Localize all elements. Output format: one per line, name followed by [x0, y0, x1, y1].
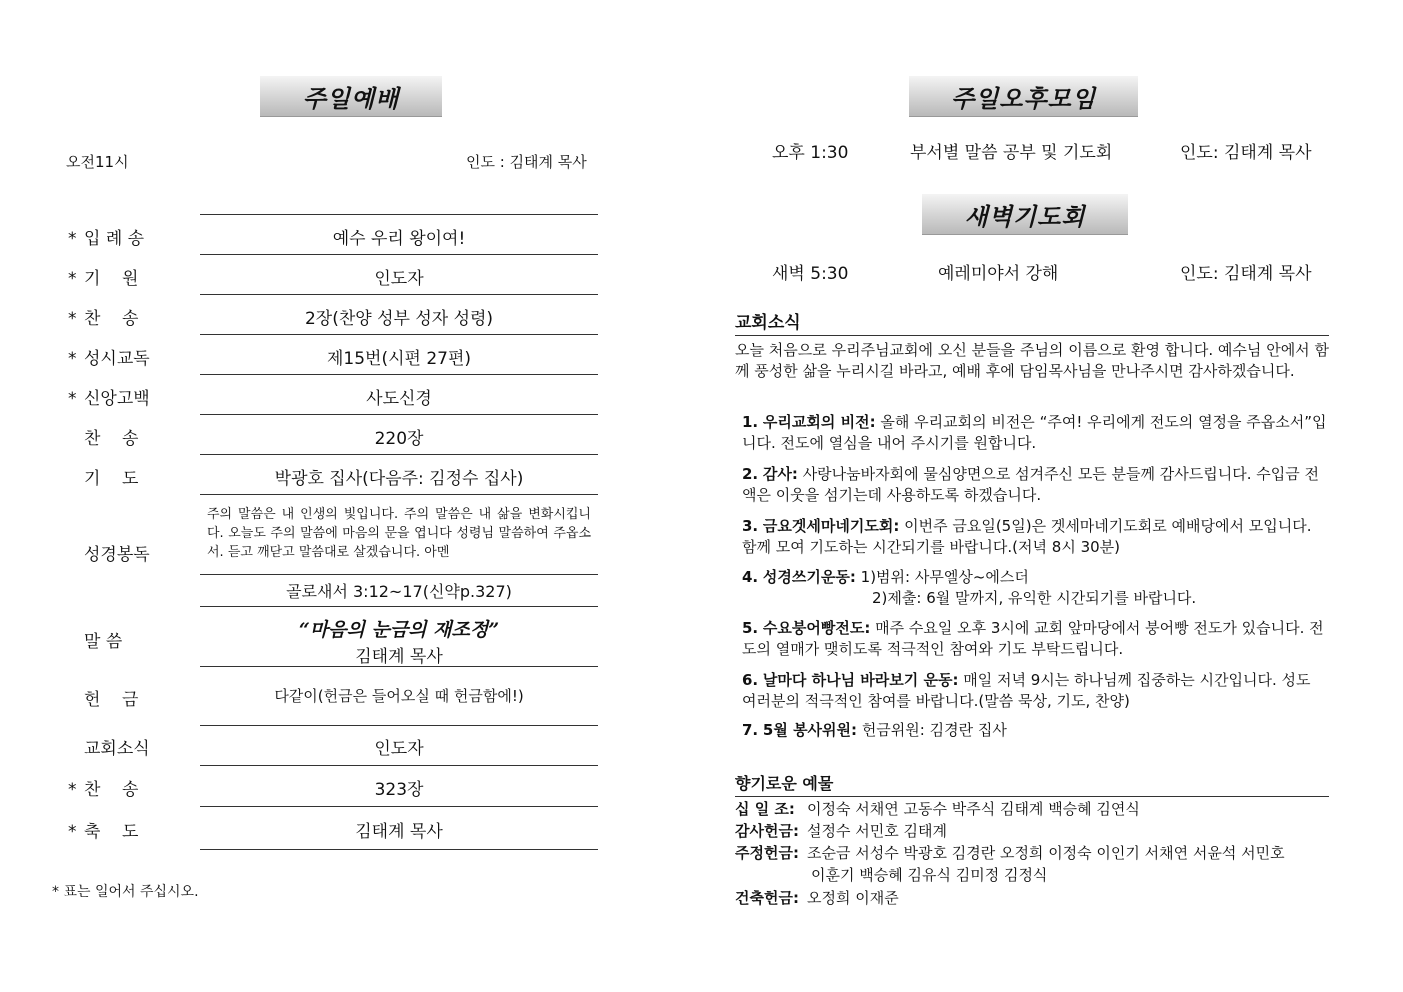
order-value: 제15번(시편 27편) — [326, 349, 472, 369]
table-rule — [200, 294, 598, 295]
standing-star: * — [68, 309, 77, 329]
table-rule — [200, 254, 598, 255]
table-rule — [200, 214, 598, 215]
table-rule — [200, 574, 598, 575]
order-label — [68, 304, 138, 329]
news-item — [742, 618, 1329, 660]
news-number: 1. — [742, 413, 759, 431]
order-label — [68, 685, 138, 710]
news-heading: 날마다 하나님 바라보기 운동: — [762, 671, 959, 689]
standing-star: * — [68, 229, 77, 249]
order-label — [68, 817, 138, 842]
scripture-reference: 골로새서 3:12~17(신약p.327) — [286, 582, 512, 601]
afternoon-desc: 부서별 말씀 공부 및 기도회 — [910, 143, 1113, 163]
order-label-text: 기 원 — [84, 269, 139, 289]
news-number: 5. — [742, 619, 759, 637]
news-heading: 금요겟세마네기도회: — [762, 517, 900, 535]
offering-row — [735, 842, 1285, 886]
news-heading: 5월 봉사위원: — [762, 721, 858, 739]
news-text: 이번주 금요일(5일)은 겟세마네기도회로 예배당에서 모입니다. 함께 모여 기도하는 시간되기를 바랍니다.(저녁 8시 30분) — [742, 517, 1312, 556]
afternoon-banner: 주일오후모임 — [909, 76, 1138, 117]
order-value: 김태계 목사 — [355, 821, 443, 842]
worship-time: 오전11시 — [66, 153, 129, 171]
news-item — [742, 720, 1329, 741]
news-number: 4. — [742, 568, 759, 586]
news-text: 매일 저녁 9시는 하나님께 집중하는 시간입니다. 성도 여러분의 적극적인 참여를 바랍니다.(말씀 묵상, 기도, 찬양) — [742, 671, 1311, 710]
standing-star: * — [68, 821, 77, 842]
offering-label: 십 일 조: — [735, 800, 795, 818]
order-label-text: 찬 송 — [84, 779, 139, 800]
news-text: 1)범위: 사무엘상~에스더 — [860, 568, 1029, 586]
news-item — [742, 464, 1329, 506]
dawn-desc: 예레미야서 강해 — [938, 264, 1059, 284]
sermon-label: 말 씀 — [84, 632, 123, 652]
order-value: 323장 — [374, 779, 424, 800]
table-rule — [200, 454, 598, 455]
order-label-text: 성시교독 — [84, 349, 150, 369]
order-value: 인도자 — [374, 269, 424, 289]
offering-names-line2: 이훈기 백승혜 김유식 김미정 김정식 — [811, 866, 1048, 884]
offering-names: 설정수 서민호 김태계 — [807, 822, 947, 840]
order-value: 220장 — [374, 429, 424, 449]
news-text: 헌금위원: 김경란 집사 — [861, 721, 1007, 739]
standing-star: * — [68, 269, 77, 289]
offering-names: 오정희 이재준 — [807, 889, 899, 907]
news-number: 6. — [742, 671, 759, 689]
offering-row — [735, 798, 1140, 820]
offering-names: 조순금 서성수 박광호 김경란 오정희 이정숙 이인기 서채연 서윤석 서민호 — [807, 844, 1285, 862]
news-text-line2: 2)제출: 6월 말까지, 유익한 시간되기를 바랍니다. — [872, 589, 1197, 607]
news-item — [742, 567, 1329, 609]
order-label-text: 기 도 — [84, 469, 139, 489]
news-text: 매주 수요일 오후 3시에 교회 앞마당에서 붕어빵 전도가 있습니다. 전도의 열매가 맺히도록 적극적인 참여와 기도 부탁드립니다. — [742, 619, 1324, 658]
table-rule — [200, 725, 598, 726]
table-rule — [200, 849, 598, 850]
table-rule — [200, 606, 598, 607]
news-text: 올해 우리교회의 비전은 “주여! 우리에게 전도의 열정을 주옵소서”입니다. 전도에 열심을 내어 주시기를 원합니다. — [742, 413, 1327, 452]
order-label-text: 신앙고백 — [84, 389, 150, 409]
news-item — [742, 516, 1329, 558]
order-label-text: 헌 금 — [84, 689, 139, 710]
sermon-title: “마음의 눈금의 재조정” — [298, 619, 500, 641]
order-value: 예수 우리 왕이여! — [332, 229, 466, 249]
offering-row — [735, 887, 899, 909]
order-label — [68, 464, 138, 489]
order-value: 사도신경 — [366, 389, 432, 409]
news-title: 교회소식 — [735, 308, 1329, 336]
news-item — [742, 412, 1329, 454]
order-label-text: 입 례 송 — [84, 229, 145, 249]
offering-title: 향기로운 예물 — [735, 771, 1329, 797]
news-item — [742, 670, 1329, 712]
news-number: 2. — [742, 465, 759, 483]
order-value: 인도자 — [374, 739, 424, 759]
order-label — [68, 775, 138, 800]
news-number: 3. — [742, 517, 759, 535]
table-rule — [200, 414, 598, 415]
afternoon-time: 오후 1:30 — [772, 143, 849, 163]
scripture-label: 성경봉독 — [84, 545, 150, 565]
order-label-text: 교회소식 — [84, 739, 150, 759]
news-heading: 성경쓰기운동: — [762, 568, 856, 586]
table-rule — [200, 806, 598, 807]
order-label — [68, 344, 150, 369]
standing-footnote: * 표는 일어서 주십시오. — [52, 884, 199, 900]
table-rule — [200, 334, 598, 335]
dawn-time: 새벽 5:30 — [772, 264, 849, 284]
order-label-text: 축 도 — [84, 821, 139, 842]
table-rule — [200, 666, 598, 667]
news-heading: 감사: — [762, 465, 798, 483]
order-label-text: 찬 송 — [84, 429, 139, 449]
offering-row — [735, 820, 947, 842]
offering-label: 주정헌금: — [735, 844, 799, 862]
table-rule — [200, 374, 598, 375]
order-label — [68, 264, 138, 289]
order-label — [68, 384, 150, 409]
scripture-prayer-text: 주의 말씀은 내 인생의 빛입니다. 주의 말씀은 내 삶을 변화시킵니다. 오늘도 주의 말씀에 마음의 문을 엽니다 성령님 말씀하여 주옵소서. 듣고 깨닫고 말씀대로 살겠습니다. 아멘 — [207, 507, 591, 560]
order-value: 박광호 집사(다음주: 김정수 집사) — [274, 469, 524, 489]
order-value: 2장(찬양 성부 성자 성령) — [304, 309, 494, 329]
dawn-banner: 새벽기도회 — [922, 194, 1128, 235]
standing-star: * — [68, 389, 77, 409]
order-label — [68, 424, 138, 449]
table-rule — [200, 494, 598, 495]
afternoon-leader: 인도: 김태계 목사 — [1180, 143, 1312, 163]
offering-label: 감사헌금: — [735, 822, 799, 840]
standing-star: * — [68, 349, 77, 369]
worship-leader: 인도 : 김태계 목사 — [466, 153, 587, 171]
dawn-leader: 인도: 김태계 목사 — [1180, 264, 1312, 284]
news-text: 사랑나눔바자회에 물심양면으로 섬겨주신 모든 분들께 감사드립니다. 수입금 전액은 이웃을 섬기는데 사용하도록 하겠습니다. — [742, 465, 1320, 504]
order-label — [68, 224, 144, 249]
order-label — [68, 734, 150, 759]
welcome-text: 오늘 처음으로 우리주님교회에 오신 분들을 주님의 이름으로 환영 합니다. 예수님 안에서 함께 풍성한 삶을 누리시길 바라고, 예배 후에 담임목사님을 만나주시면 감사하겠습니다. — [735, 341, 1329, 380]
order-label-text: 찬 송 — [84, 309, 139, 329]
news-heading: 수요붕어빵전도: — [762, 619, 871, 637]
news-number: 7. — [742, 721, 759, 739]
table-rule — [200, 765, 598, 766]
sermon-preacher: 김태계 목사 — [355, 647, 443, 667]
worship-banner: 주일예배 — [260, 76, 442, 117]
news-heading: 우리교회의 비전: — [762, 413, 876, 431]
offering-names: 이정숙 서채연 고동수 박주식 김태계 백승혜 김연식 — [807, 800, 1140, 818]
standing-star: * — [68, 779, 77, 800]
offering-label: 건축헌금: — [735, 889, 799, 907]
order-value: 다같이(헌금은 들어오실 때 헌금함에!) — [274, 686, 524, 705]
